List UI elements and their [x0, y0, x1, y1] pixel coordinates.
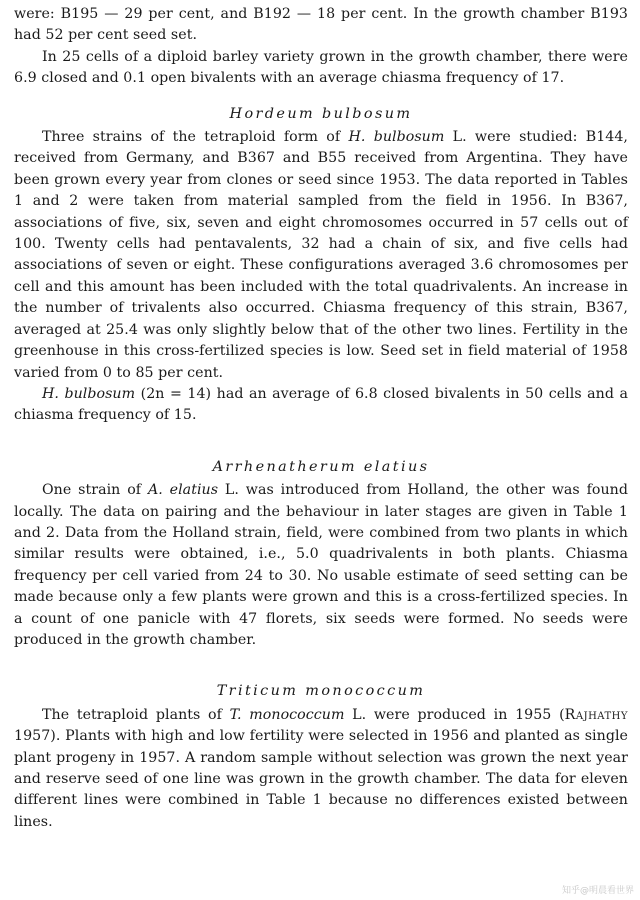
paragraph-hordeum-bulbosum-diploid: H. bulbosum (2n = 14) had an average of 6.8 closed bivalents in 50 cells and a chiasma frequency of 15.	[14, 385, 628, 424]
watermark: 知乎@明晨看世界	[561, 886, 634, 896]
paragraph-triticum-monococcum: The tetraploid plants of T. monococcum L. were produced in 1955 (Rajhathy 1957). Plants with high and low fertility were selected in 1956 and planted as single plant progeny in 1957. A random sample without selection was grown the next year and reserve seed of one line was grown in the growth chamber. The data for eleven different lines were combined in Table 1 because no differences existed between lines.	[14, 706, 628, 830]
section-heading-hordeum-bulbosum: Hordeum bulbosum	[229, 105, 413, 122]
species-name: H. bulbosum	[42, 385, 136, 402]
paragraph-arrhenatherum-elatius: One strain of A. elatius L. was introduced from Holland, the other was found locally. The data on pairing and the behaviour in later stages are given in Table 1 and 2. Data from the Holland strain, field, were combined from two plants in which similar results were obtained, i.e., 5.0 quadrivalents in both plants. Chiasma frequency per cell varied from 24 to 30. No usable estimate of seed setting can be made because only a few plants were grown and this is a cross-fertilized species. In a count of one panicle with 47 florets, six seeds were formed. No seeds were produced in the growth chamber.	[14, 482, 629, 648]
document-page	[14, 4, 628, 833]
paragraph-diploid-barley: In 25 cells of a diploid barley variety grown in the growth chamber, there were 6.9 closed and 0.1 open bivalents with an average chiasma frequency of 17.	[14, 48, 628, 87]
author-citation: Rajhathy	[564, 706, 628, 723]
section-heading-triticum-monococcum: Triticum monococcum	[216, 683, 426, 700]
species-name: A. elatius	[147, 482, 219, 499]
paragraph-continuation: were: B195 — 29 per cent, and B192 — 18 per cent. In the growth chamber B193 had 52 per cent seed set.	[14, 6, 628, 44]
section-heading-arrhenatherum-elatius: Arrhenatherum elatius	[212, 458, 430, 475]
species-name: T. monococcum	[229, 706, 345, 723]
paragraph-hordeum-bulbosum-strains: Three strains of the tetraploid form of H. bulbosum L. were studied: B144, received from Germany, and B367 and B55 received from Argentina. They have been grown every year from clones or seed since 1953. The data reported in Tables 1 and 2 were taken from material sampled from the field in 1956. In B367, associations of five, six, seven and eight chromosomes occurred in 57 cells out of 100. Twenty cells had pentavalents, 32 had a chain of six, and five cells had associations of seven or eight. These configurations averaged 3.6 chromosomes per cell and this amount has been included with the total quadrivalents. An increase in the number of trivalents also occurred. Chiasma frequency of this strain, B367, averaged at 25.4 was only slightly below that of the other two lines. Fertility in the greenhouse in this cross-fertilized species is low. Seed set in field material of 1958 varied from 0 to 85 per cent.	[14, 129, 628, 381]
species-name: H. bulbosum	[348, 129, 445, 146]
